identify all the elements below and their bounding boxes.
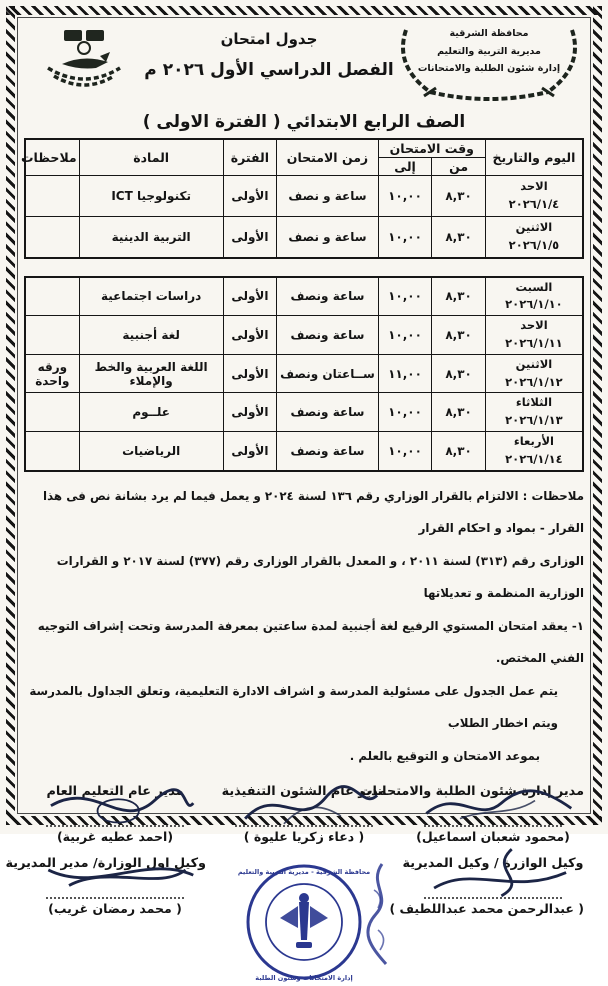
signature-block-executive-affairs: مدير عام الشئون التنفيذية ( دعاء زكريا عليوة ) <box>221 784 387 845</box>
col-header-notes: ملاحظات <box>25 139 79 176</box>
col-header-exam-time: وقت الامتحان <box>378 139 485 158</box>
cell-period: الأولى <box>223 316 277 355</box>
border-right <box>593 6 602 825</box>
org-line-administration: إدارة شئون الطلبة والامتحانات <box>417 63 561 75</box>
note-line: بموعد الامتحان و التوقيع بالعلم . <box>349 748 540 763</box>
cell-time-to: ١٠,٠٠ <box>378 393 432 432</box>
signature-scribble-icon <box>424 871 562 899</box>
note-line: يتم عمل الجدول على مسئولية المدرسة و اشراف الادارة التعليمية، وتعلق الجداول بالمدرسة ويتم اخطار الطلاب <box>29 683 558 731</box>
cell-period: الأولى <box>223 217 277 258</box>
eagle-logo-icon <box>34 26 134 98</box>
grade-period-subtitle: الصف الرابع الابتدائي ( الفترة الاولى ) <box>142 112 466 132</box>
document-header <box>24 22 584 102</box>
cell-time-to: ١٠,٠٠ <box>378 277 432 316</box>
cell-day-date: الاثنين ٢٠٢٦/١/٥ <box>485 217 583 258</box>
col-header-duration: زمن الامتحان <box>277 139 379 176</box>
cell-notes <box>25 277 79 316</box>
signature-block-students-affairs: مدير إدارة شئون الطلبة والامتحانات (محمود شعبان اسماعيل) <box>359 784 584 845</box>
cell-notes <box>25 316 79 355</box>
cell-subject: الرياضيات <box>79 432 223 471</box>
cell-day-date: الاثنين ٢٠٢٦/١/١٢ <box>485 354 583 393</box>
note-line: ملاحظات : الالتزام بالقرار الوزاري رقم ١٣٦ لسنة ٢٠٢٤ و يعمل فيما لم يرد بشانة نص فى هذا القرار - بمواد و احكام القرار <box>43 488 584 536</box>
org-line-governorate: محافظة الشرقية <box>449 28 529 39</box>
col-header-day-date: اليوم والتاريخ <box>485 139 583 176</box>
col-header-to: إلى <box>378 158 432 176</box>
note-line: الوزارى رقم (٣١٣) لسنة ٢٠١١ ، و المعدل بالقرار الوزارى رقم (٣٧٧) لسنة ٢٠١٧ و القرارات الوزارية المنظمة و تعديلاتها <box>56 553 584 601</box>
border-left <box>6 6 15 825</box>
cell-time-from: ٨,٣٠ <box>432 277 486 316</box>
cell-period: الأولى <box>223 176 277 217</box>
official-stamp-area <box>206 856 402 986</box>
signature-block-general-education: مدير عام التعليم العام (احمد عطيه غربية) <box>24 784 206 844</box>
cell-time-to: ١١,٠٠ <box>378 354 432 393</box>
stamp-ring-text-bottom: إدارة الامتحانات وشئون الطلبة <box>255 974 353 983</box>
cell-day-date: السبت ٢٠٢٦/١/١٠ <box>485 277 583 316</box>
cell-duration: ســاعتان ونصف <box>277 354 379 393</box>
signature-scribble-icon <box>46 799 184 827</box>
signature-block-deputy-directorate: وكيل الوازرة / وكيل المديرية ( عبدالرحمن محمد عبداللطيف ) <box>402 856 584 916</box>
cell-day-date: الثلاثاء ٢٠٢٦/١/١٣ <box>485 393 583 432</box>
signatures-row-2 <box>5 856 584 986</box>
exam-table-week1 <box>21 138 584 259</box>
table-row <box>25 277 583 316</box>
cell-time-to: ١٠,٠٠ <box>378 176 432 217</box>
cell-time-from: ٨,٣٠ <box>432 217 486 258</box>
border-top <box>6 6 602 15</box>
cell-duration: ساعة ونصف <box>277 393 379 432</box>
signature-scribble-icon <box>424 799 562 827</box>
cell-period: الأولى <box>223 277 277 316</box>
cell-time-from: ٨,٣٠ <box>432 354 486 393</box>
cell-duration: ساعة ونصف <box>277 277 379 316</box>
note-line: ١- يعقد امتحان المستوي الرفيع لغة أجنبية لمدة ساعتين بمعرفة المدرسة وتحت إشراف التوجيه الفني المختص. <box>37 618 584 666</box>
governorate-emblem <box>394 22 584 102</box>
cell-time-from: ٨,٣٠ <box>432 316 486 355</box>
table-row <box>25 432 583 471</box>
cell-duration: ساعة و نصف <box>277 176 379 217</box>
signature-block-first-deputy-director: وكيل اول الوزارة/ مدير المديرية ( محمد رمضان غريب) <box>5 856 206 917</box>
document-title: جدول امتحان <box>220 30 318 48</box>
table-row <box>25 354 583 393</box>
cell-period: الأولى <box>223 432 277 471</box>
col-header-from: من <box>432 158 486 176</box>
cell-time-to: ١٠,٠٠ <box>378 217 432 258</box>
signature-scribble-icon <box>235 799 373 827</box>
cell-time-from: ٨,٣٠ <box>432 393 486 432</box>
cell-period: الأولى <box>223 393 277 432</box>
cell-notes <box>25 176 79 217</box>
cell-day-date: الاحد ٢٠٢٦/١/٤ <box>485 176 583 217</box>
cell-subject: التربية الدينية <box>79 217 223 258</box>
col-header-period: الفترة <box>223 139 277 176</box>
cell-subject: تكنولوجيا ICT <box>79 176 223 217</box>
cell-notes <box>25 432 79 471</box>
table-row <box>25 316 583 355</box>
cell-notes <box>25 393 79 432</box>
cell-subject: لغة أجنبية <box>79 316 223 355</box>
signature-scribble-icon <box>46 871 184 899</box>
cell-day-date: الأربعاء ٢٠٢٦/١/١٤ <box>485 432 583 471</box>
cell-time-to: ١٠,٠٠ <box>378 316 432 355</box>
semester-title: الفصل الدراسي الأول ٢٠٢٦ م <box>144 60 394 80</box>
table-row <box>25 393 583 432</box>
signatures-row-1 <box>24 784 584 844</box>
title-block <box>144 22 394 80</box>
cell-duration: ساعة ونصف <box>277 316 379 355</box>
official-stamp-icon <box>237 858 371 986</box>
cell-subject: دراسات اجتماعية <box>79 277 223 316</box>
cell-subject: اللغة العربية والخط والإملاء <box>79 354 223 393</box>
cell-time-from: ٨,٣٠ <box>432 432 486 471</box>
cell-duration: ساعة ونصف <box>277 432 379 471</box>
cell-time-from: ٨,٣٠ <box>432 176 486 217</box>
cell-notes <box>25 217 79 258</box>
cell-day-date: الاحد ٢٠٢٦/١/١١ <box>485 316 583 355</box>
exam-table-week2 <box>24 276 584 472</box>
cell-duration: ساعة و نصف <box>277 217 379 258</box>
col-header-subject: المادة <box>79 139 223 176</box>
cell-period: الأولى <box>223 354 277 393</box>
notes-section <box>24 480 584 773</box>
org-line-directorate: مديرية التربية والتعليم <box>437 45 541 57</box>
cell-time-to: ١٠,٠٠ <box>378 432 432 471</box>
cell-notes: ورقه واحدة <box>25 354 79 393</box>
blue-ink-signature-icon <box>362 860 396 970</box>
stamp-ring-text-top: محافظة الشرقية - مديرية التربية والتعليم <box>237 868 371 877</box>
ministry-emblem <box>24 22 144 98</box>
cell-subject: علــوم <box>79 393 223 432</box>
table-row <box>25 176 583 217</box>
table-row <box>25 217 583 258</box>
